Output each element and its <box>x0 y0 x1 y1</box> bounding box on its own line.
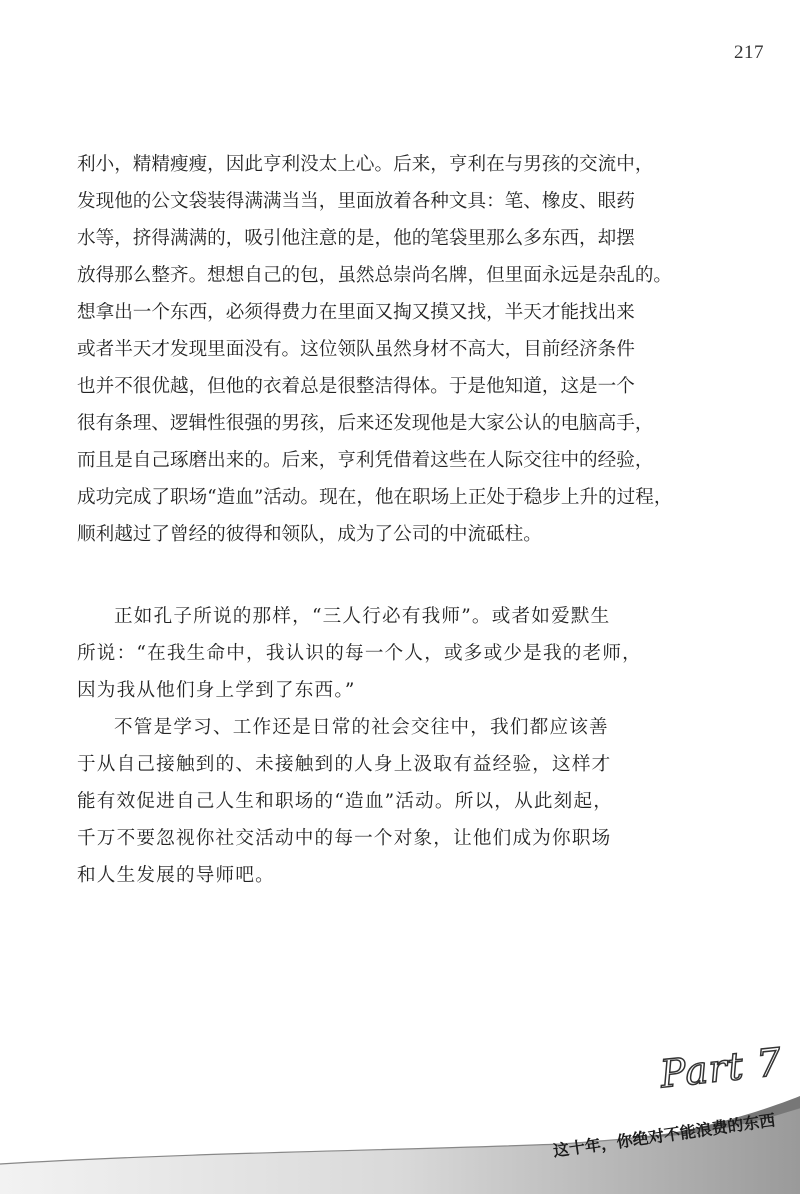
part-label: Part 7 <box>657 1039 784 1097</box>
text-line: 或者半天才发现里面没有。这位领队虽然身材不高大，目前经济条件 <box>77 339 635 360</box>
text-line: 很有条理、逻辑性很强的男孩，后来还发现他是大家公认的电脑高手， <box>77 413 654 434</box>
text-line: 顺利越过了曾经的彼得和领队，成为了公司的中流砥柱。 <box>77 524 542 545</box>
chapter-title-label: 这十年，你绝对不能浪费的东西 <box>551 1110 777 1161</box>
text-line: 利小，精精瘦瘦，因此亨利没太上心。后来，亨利在与男孩的交流中， <box>77 154 654 175</box>
text-line: 而且是自己琢磨出来的。后来，亨利凭借着这些在人际交往中的经验， <box>77 450 654 471</box>
text-line: 千万不要忽视你社交活动中的每一个对象，让他们成为你职场 <box>77 828 612 849</box>
page-number: 217 <box>734 42 764 63</box>
text-line: 成功完成了职场“造血”活动。现在，他在职场上正处于稳步上升的过程， <box>77 487 673 508</box>
text-line: 放得那么整齐。想想自己的包，虽然总崇尚名牌，但里面永远是杂乱的。 <box>77 265 673 286</box>
paragraph-henry-story <box>77 146 717 553</box>
text-line: 和人生发展的导师吧。 <box>77 865 275 886</box>
text-line: 因为我从他们身上学到了东西。” <box>77 680 356 701</box>
text-line: 发现他的公文袋装得满满当当，里面放着各种文具：笔、橡皮、眼药 <box>77 191 635 212</box>
text-line: 正如孔子所说的那样，“三人行必有我师”。或者如爱默生 <box>114 606 611 627</box>
paragraph-conclusion <box>77 598 717 894</box>
text-line: 想拿出一个东西，必须得费力在里面又掏又摸又找，半天才能找出来 <box>77 302 635 323</box>
text-line: 能有效促进自己人生和职场的“造血”活动。所以，从此刻起， <box>77 791 614 812</box>
text-line: 不管是学习、工作还是日常的社会交往中，我们都应该善 <box>114 717 609 738</box>
text-line: 所说：“在我生命中，我认识的每一个人，或多或少是我的老师， <box>77 643 642 664</box>
text-line: 也并不很优越，但他的衣着总是很整洁得体。于是他知道，这是一个 <box>77 376 635 397</box>
text-line: 水等，挤得满满的，吸引他注意的是，他的笔袋里那么多东西，却摆 <box>77 228 635 249</box>
text-line: 于从自己接触到的、未接触到的人身上汲取有益经验，这样才 <box>77 754 612 775</box>
